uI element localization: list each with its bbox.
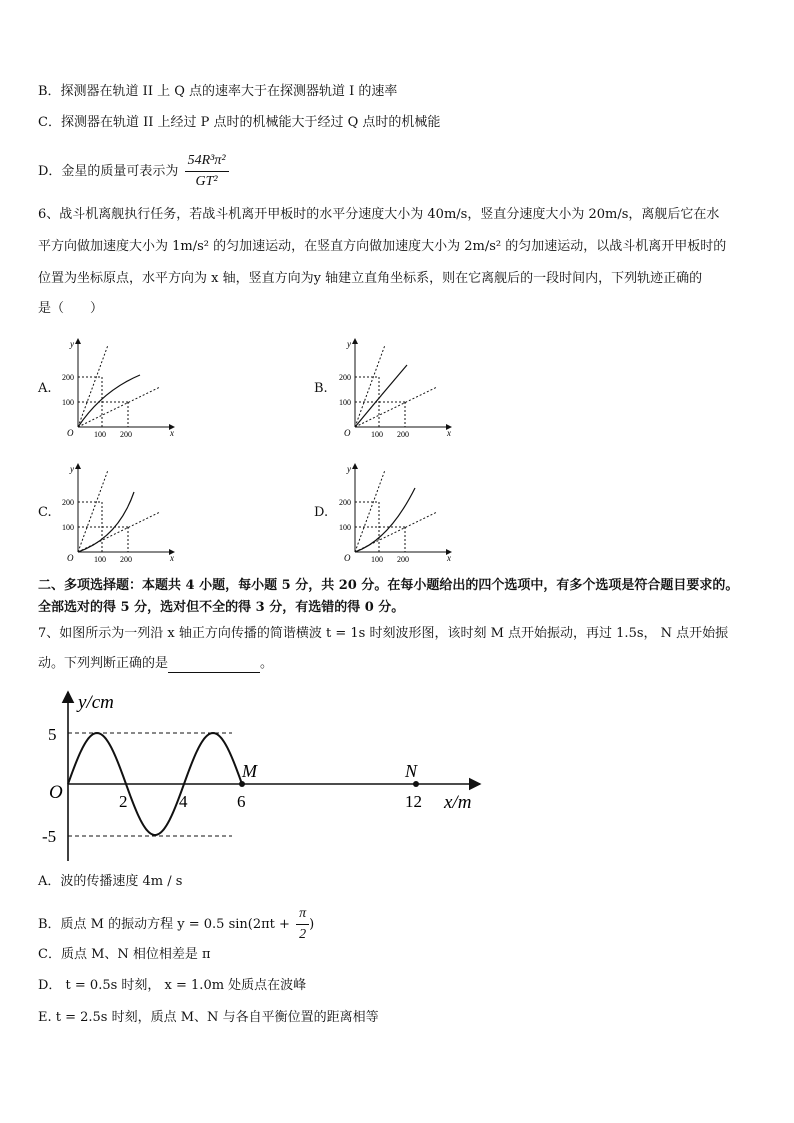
point-n-marker — [413, 781, 419, 787]
q6-graph-d — [339, 458, 457, 566]
tick-100: 100 — [94, 430, 106, 439]
origin-label: O — [344, 553, 351, 563]
origin-label: O — [67, 553, 74, 563]
point-m-marker — [239, 781, 245, 787]
section-2-instruction-line1: 二、多项选择题：本题共 4 小题，每小题 5 分，共 20 分。在每小题给出的四个选项中，有多个选项是符合题目要求的。 — [38, 578, 739, 593]
q5-option-b: B．探测器在轨道 II 上 Q 点的速率大于在探测器轨道 I 的速率 — [38, 84, 398, 99]
tick-100: 100 — [94, 555, 106, 564]
origin-label: O — [344, 428, 351, 438]
q7-option-d: D． t = 0.5s 时刻， x = 1.0m 处质点在波峰 — [38, 978, 307, 993]
x-tick-2: 2 — [119, 792, 128, 811]
tick-200: 200 — [339, 373, 351, 382]
q7-wave-figure — [40, 686, 490, 866]
q7-option-b-close: ) — [309, 917, 315, 932]
q6-graph-c — [62, 458, 180, 566]
section-2-instruction-line2: 全部选对的得 5 分，选对但不全的得 3 分，有选错的得 0 分。 — [38, 600, 405, 615]
fraction-denominator: 2 — [299, 927, 307, 942]
x-axis-label: x/m — [444, 792, 472, 813]
q7-stem-period: 。 — [260, 656, 274, 671]
q7-stem-text: 动。下列判断正确的是 — [38, 656, 169, 671]
q7-option-b-text: B．质点 M 的振动方程 y = 0.5 sin(2πt + — [38, 917, 290, 932]
q5-option-d-text: D．金星的质量可表示为 — [38, 164, 179, 179]
q6-graph-a — [62, 333, 180, 441]
origin-label: O — [49, 782, 63, 803]
x-axis-label: x — [170, 428, 174, 438]
q7-option-a: A．波的传播速度 4m / s — [38, 874, 183, 889]
q7-option-b-fraction — [296, 905, 309, 944]
tick-100: 100 — [339, 523, 351, 532]
x-tick-4: 4 — [179, 792, 188, 811]
x-axis-label: x — [447, 553, 451, 563]
x-axis-label: x — [170, 553, 174, 563]
point-m-label: M — [242, 761, 257, 781]
q6-graph-b — [339, 333, 457, 441]
y-axis-label: y — [70, 464, 74, 474]
x-tick-6: 6 — [237, 792, 246, 811]
trajectory-curve — [78, 492, 134, 552]
tick-100: 100 — [62, 398, 74, 407]
x-tick-12: 12 — [405, 792, 422, 811]
q6-stem-line2: 平方向做加速度大小为 1m/s² 的匀加速运动，在竖直方向做加速度大小为 2m/s² 的匀加速运动，以战斗机离开甲板时的 — [38, 239, 727, 254]
q6-stem-line3: 位置为坐标原点，水平方向为 x 轴，竖直方向为y 轴建立直角坐标系，则在它离舰后的一段时间内，下列轨迹正确的 — [38, 271, 703, 286]
q7-stem-line1: 7、如图所示为一列沿 x 轴正方向传播的简谐横波 t = 1s 时刻波形图，该时刻 M 点开始振动，再过 1.5s， N 点开始振 — [38, 626, 729, 641]
point-n-label: N — [405, 761, 418, 781]
q6-option-a-label: A. — [38, 381, 52, 396]
y-tick-5: 5 — [48, 725, 57, 744]
tick-200: 200 — [62, 498, 74, 507]
q6-option-d-label: D. — [314, 505, 329, 520]
q5-option-d-fraction — [185, 152, 229, 191]
tick-100: 100 — [62, 523, 74, 532]
fraction-numerator: π — [296, 905, 309, 925]
trajectory-curve — [78, 375, 140, 427]
tick-200: 200 — [62, 373, 74, 382]
q7-option-c: C．质点 M、N 相位相差是 π — [38, 947, 211, 962]
q7-stem-line2 — [38, 655, 273, 673]
q7-option-e: E. t = 2.5s 时刻，质点 M、N 与各自平衡位置的距离相等 — [38, 1010, 379, 1025]
y-axis-label: y — [347, 339, 351, 349]
y-axis-label: y — [70, 339, 74, 349]
trajectory-curve — [355, 488, 415, 552]
q5-option-d — [38, 152, 229, 191]
q5-fraction-numerator: 54R³π² — [185, 152, 229, 172]
tick-200: 200 — [397, 555, 409, 564]
q6-option-c-label: C. — [38, 505, 52, 520]
tick-200: 200 — [397, 430, 409, 439]
q5-option-c: C．探测器在轨道 II 上经过 P 点时的机械能大于经过 Q 点时的机械能 — [38, 115, 441, 130]
tick-100: 100 — [371, 555, 383, 564]
trajectory-curve — [355, 365, 407, 427]
q6-option-b-label: B. — [314, 381, 328, 396]
origin-label: O — [67, 428, 74, 438]
tick-200: 200 — [120, 430, 132, 439]
q6-stem-line1: 6、战斗机离舰执行任务，若战斗机离开甲板时的水平分速度大小为 40m/s，竖直分速度大小为 20m/s，离舰后它在水 — [38, 207, 720, 222]
tick-200: 200 — [339, 498, 351, 507]
x-axis-label: x — [447, 428, 451, 438]
q6-stem-line4: 是（ ） — [38, 301, 104, 316]
q5-fraction-denominator: GT² — [195, 174, 218, 189]
tick-100: 100 — [339, 398, 351, 407]
y-axis-label: y — [347, 464, 351, 474]
answer-blank — [168, 659, 260, 673]
tick-200: 200 — [120, 555, 132, 564]
q7-option-b — [38, 905, 314, 944]
y-axis-label: y/cm — [78, 692, 114, 713]
y-tick-neg5: -5 — [42, 827, 57, 846]
tick-100: 100 — [371, 430, 383, 439]
